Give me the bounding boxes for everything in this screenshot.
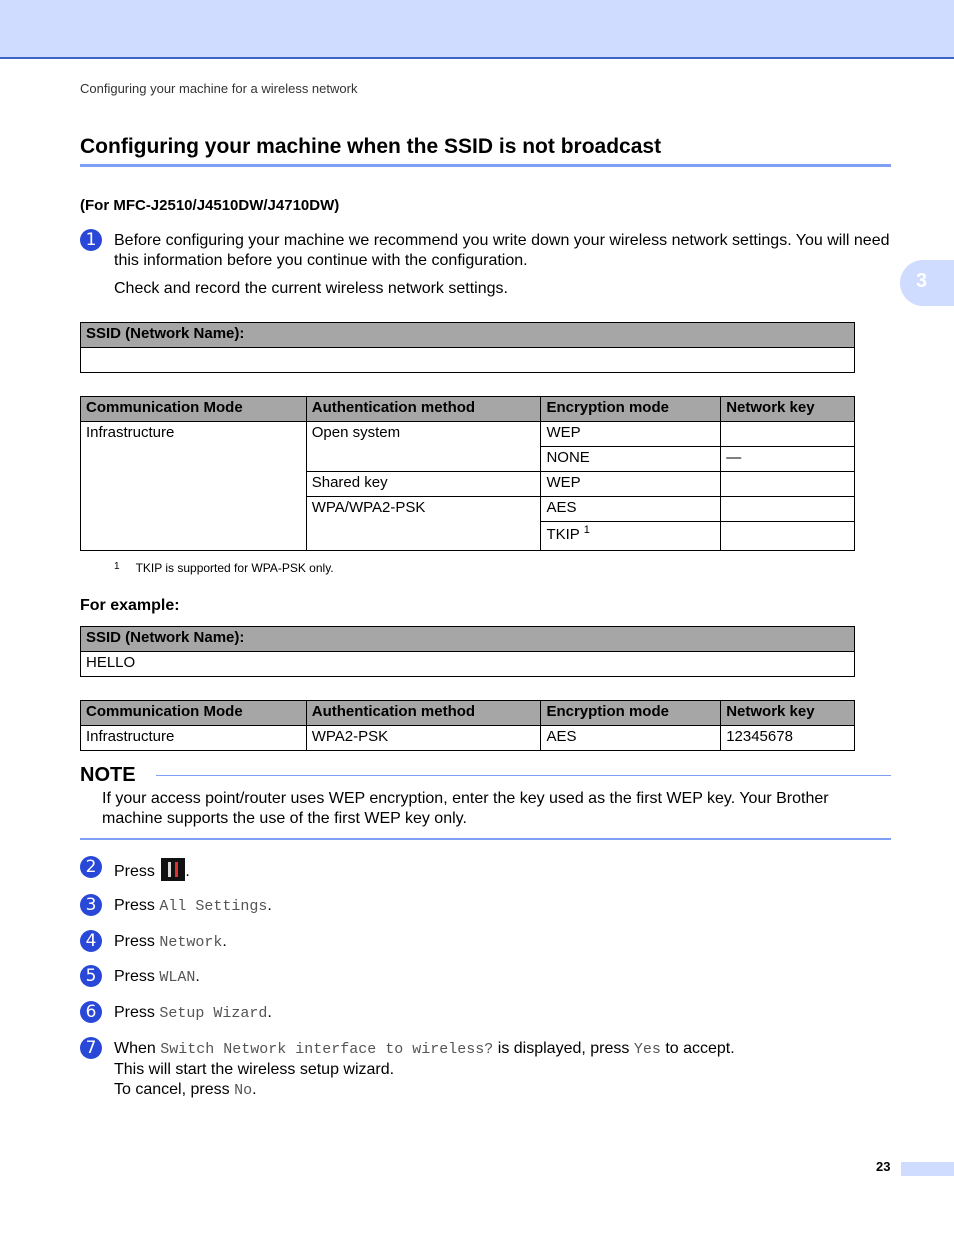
col-authentication-method: Authentication method <box>306 397 541 422</box>
example-ssid-header: SSID (Network Name): <box>81 627 855 652</box>
step-3-code: All Settings <box>159 898 268 915</box>
example-mode-table <box>80 700 855 751</box>
step-number-3: 3 <box>80 894 102 916</box>
model-subtitle: (For MFC-J2510/J4510DW/J4710DW) <box>80 197 340 214</box>
step-1-text-2: Check and record the current wireless network settings. <box>114 280 508 297</box>
step-7-line-1 <box>114 1039 890 1060</box>
cell-enc-aes: AES <box>541 497 721 522</box>
step-5-press: Press <box>114 968 155 985</box>
cell-enc-wep-shared: WEP <box>541 472 721 497</box>
footnote-text: TKIP is supported for WPA-PSK only. <box>135 561 334 575</box>
footnote-number: 1 <box>114 561 120 572</box>
step-6-text: Press Setup Wizard. <box>114 1004 272 1022</box>
page-number: 23 <box>876 1159 891 1174</box>
step-3-text: Press All Settings. <box>114 897 272 915</box>
col-communication-mode: Communication Mode <box>81 397 307 422</box>
step-7-line-3: To cancel, press No. <box>114 1081 257 1099</box>
cell-auth-open: Open system <box>306 422 541 472</box>
col-encryption-mode: Encryption mode <box>541 397 721 422</box>
step-4-code: Network <box>159 934 223 951</box>
note-heading: NOTE <box>80 764 136 786</box>
step-7-code-no: No <box>234 1082 253 1099</box>
step-6-code: Setup Wizard <box>159 1005 268 1022</box>
ssid-value <box>81 348 855 373</box>
example-col-encryption-mode: Encryption mode <box>541 701 721 726</box>
mode-table <box>80 396 855 551</box>
step-3-press: Press <box>114 897 155 914</box>
example-col-communication-mode: Communication Mode <box>81 701 307 726</box>
ssid-table <box>80 322 855 373</box>
chapter-number: 3 <box>916 270 928 292</box>
step-7-code-prompt: Switch Network interface to wireless? <box>160 1041 494 1058</box>
example-cell-enc: AES <box>541 726 721 751</box>
step-1-text: Before configuring your machine we recommend you write down your wireless network settings. You will need this information before you continue with the configuration. <box>114 232 890 269</box>
step-6-press: Press <box>114 1004 155 1021</box>
step-7-end: to accept. <box>665 1040 735 1057</box>
step-2-press: Press <box>114 863 155 880</box>
step-7-when: When <box>114 1040 156 1057</box>
cell-key-aes <box>721 497 855 522</box>
step-7-cancel: To cancel, press <box>114 1081 230 1098</box>
step-number-2: 2 <box>80 856 102 878</box>
cell-key-wep <box>721 422 855 447</box>
step-5-code: WLAN <box>159 969 196 986</box>
note-text: If your access point/router uses WEP encryption, enter the key used as the first WEP key. Your Brother machine supports the use of the first WEP key only. <box>102 790 829 827</box>
tkip-label: TKIP <box>546 526 580 543</box>
note-divider <box>156 775 891 776</box>
cell-key-shared <box>721 472 855 497</box>
example-ssid-value: HELLO <box>81 652 855 677</box>
example-ssid-table <box>80 626 855 677</box>
top-banner <box>0 0 954 59</box>
step-2-text: Press . <box>114 858 190 882</box>
step-number-1: 1 <box>80 229 102 251</box>
breadcrumb: Configuring your machine for a wireless network <box>80 81 358 96</box>
example-col-network-key: Network key <box>721 701 855 726</box>
page-title: Configuring your machine when the SSID is not broadcast <box>80 135 891 167</box>
cell-enc-tkip <box>541 522 721 551</box>
step-7-code-yes: Yes <box>633 1041 661 1058</box>
step-number-4: 4 <box>80 930 102 952</box>
step-4-text: Press Network. <box>114 933 227 951</box>
cell-auth-shared: Shared key <box>306 472 541 497</box>
example-col-authentication-method: Authentication method <box>306 701 541 726</box>
cell-key-none: — <box>721 447 855 472</box>
footnote <box>114 561 334 575</box>
cell-key-tkip <box>721 522 855 551</box>
step-7-text <box>114 1039 890 1101</box>
step-5-text: Press WLAN. <box>114 968 200 986</box>
example-cell-key: 12345678 <box>721 726 855 751</box>
step-4-press: Press <box>114 933 155 950</box>
example-cell-auth: WPA2-PSK <box>306 726 541 751</box>
tkip-footnote-ref: 1 <box>583 524 590 536</box>
cell-enc-none: NONE <box>541 447 721 472</box>
cell-auth-wpa: WPA/WPA2-PSK <box>306 497 541 551</box>
step-number-6: 6 <box>80 1001 102 1023</box>
step-number-5: 5 <box>80 965 102 987</box>
settings-tools-icon <box>161 858 185 881</box>
cell-comm-mode: Infrastructure <box>81 422 307 551</box>
step-number-7: 7 <box>80 1037 102 1059</box>
page-number-bar <box>901 1162 954 1176</box>
note-bottom-rule <box>80 838 891 840</box>
cell-enc-wep: WEP <box>541 422 721 447</box>
step-7-mid: is displayed, press <box>497 1040 630 1057</box>
chapter-tab <box>900 260 954 306</box>
ssid-header: SSID (Network Name): <box>81 323 855 348</box>
example-label: For example: <box>80 597 180 614</box>
example-cell-comm: Infrastructure <box>81 726 307 751</box>
step-7-line-2: This will start the wireless setup wizard. <box>114 1061 395 1078</box>
col-network-key: Network key <box>721 397 855 422</box>
